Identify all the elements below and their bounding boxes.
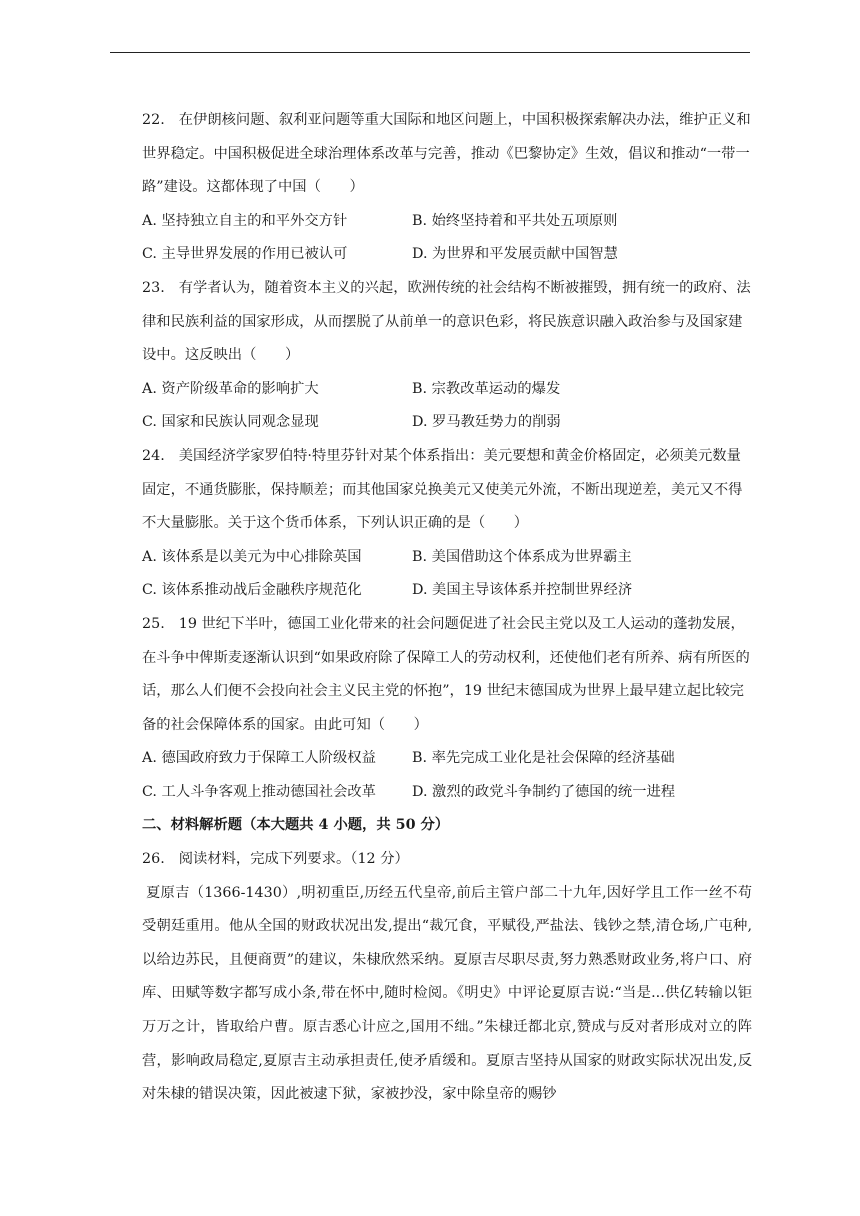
question-number: 25.: [142, 615, 165, 632]
question-number: 24.: [142, 447, 165, 464]
question-number: 23.: [142, 279, 165, 296]
option-b[interactable]: B. 率先完成工业化是社会保障的经济基础: [412, 750, 675, 767]
question-number: 26.: [142, 851, 165, 868]
question-stem: 23. 有学者认为，随着资本主义的兴起，欧洲传统的社会结构不断被摧毁，拥有统一的政府、法律和民族利益的国家形成，从而摆脱了从前单一的意识色彩，将民族意识融入政治参与及国家建设中。这反映出（ ）: [142, 279, 751, 364]
option-d[interactable]: D. 美国主导该体系并控制世界经济: [412, 582, 633, 599]
option-a[interactable]: A. 该体系是以美元为中心排除英国: [142, 548, 362, 565]
question-24: [142, 440, 752, 608]
question-prompt: 26. 阅读材料，完成下列要求。（12 分）: [142, 851, 409, 868]
options-row: [142, 406, 752, 440]
option-d[interactable]: D. 罗马教廷势力的削弱: [412, 414, 561, 431]
options-row: [142, 574, 752, 608]
option-c[interactable]: C. 主导世界发展的作用已被认可: [142, 246, 348, 263]
option-c[interactable]: C. 该体系推动战后金融秩序规范化: [142, 582, 362, 599]
option-a[interactable]: A. 坚持独立自主的和平外交方针: [142, 212, 348, 229]
question-number: 22.: [142, 112, 165, 128]
question-25: [142, 608, 752, 810]
section-heading: 二、材料解析题（本大题共 4 小题，共 50 分）: [142, 817, 450, 834]
question-stem: 24. 美国经济学家罗伯特·特里芬针对某个体系指出：美元要想和黄金价格固定，必须美元数量固定，不通货膨胀，保持顺差；而其他国家兑换美元又使美元外流，不断出现逆差，美元又不得不大量膨胀。关于这个货币体系，下列认识正确的是（ ）: [142, 447, 743, 532]
option-c[interactable]: C. 工人斗争客观上推动德国社会改革: [142, 783, 376, 800]
option-a[interactable]: A. 德国政府致力于保障工人阶级权益: [142, 750, 376, 767]
options-row: [142, 742, 752, 776]
header-rule: [110, 52, 750, 53]
option-c[interactable]: C. 国家和民族认同观念显现: [142, 414, 319, 431]
question-26: [142, 843, 752, 1112]
options-row: [142, 205, 752, 239]
options-row: [142, 776, 752, 810]
option-d[interactable]: D. 为世界和平发展贡献中国智慧: [412, 246, 618, 263]
exam-content: [142, 104, 752, 1112]
option-b[interactable]: B. 宗教改革运动的爆发: [412, 380, 561, 397]
options-row: [142, 373, 752, 407]
options-row: [142, 541, 752, 575]
option-d[interactable]: D. 激烈的政党斗争制约了德国的统一进程: [412, 783, 676, 800]
question-22: [142, 104, 752, 272]
option-b[interactable]: B. 美国借助这个体系成为世界霸主: [412, 548, 632, 565]
question-stem: 25. 19 世纪下半叶，德国工业化带来的社会问题促进了社会民主党以及工人运动的蓬勃发展，在斗争中俾斯麦逐渐认识到“如果政府除了保障工人的劳动权利，还使他们老有所养、病有所医的话，那么人们便不会投向社会主义民主党的怀抱”，19 世纪末德国成为世界上最早建立起比较完备的社会保障体系的国家。由此可知（ ）: [142, 615, 750, 733]
material-text: 夏原吉（1366-1430）,明初重臣,历经五代皇帝,前后主管户部二十九年,因好学且工作一丝不苟受朝廷重用。他从全国的财政状况出发,提出“裁冗食，平赋役,严盐法、钱钞之禁,清仓场,广屯种,以给边苏民，且便商贾”的建议，朱棣欣然采纳。夏原吉尽职尽责,努力熟悉财政业务,将户口、府库、田赋等数字都写成小条,带在怀中,随时检阅。《明史》中评论夏原吉说:“当是...供亿转输以钜万万之计，皆取给户曹。原吉悉心计应之,国用不绌。”朱棣迁都北京,赞成与反对者形成对立的阵营，影响政局稳定,夏原吉主动承担责任,使矛盾缓和。夏原吉坚持从国家的财政实际状况出发,反对朱棣的错误决策，因此被逮下狱，家被抄没，家中除皇帝的赐钞: [142, 884, 752, 1103]
options-row: [142, 238, 752, 272]
question-23: [142, 272, 752, 440]
option-b[interactable]: B. 始终坚持着和平共处五项原则: [412, 212, 618, 229]
option-a[interactable]: A. 资产阶级革命的影响扩大: [142, 380, 319, 397]
question-stem: 22. 在伊朗核问题、叙利亚问题等重大国际和地区问题上，中国积极探索解决办法，维护正义和世界稳定。中国积极促进全球治理体系改革与完善，推动《巴黎协定》生效，倡议和推动“一带一路”建设。这都体现了中国（ ）: [142, 112, 751, 196]
